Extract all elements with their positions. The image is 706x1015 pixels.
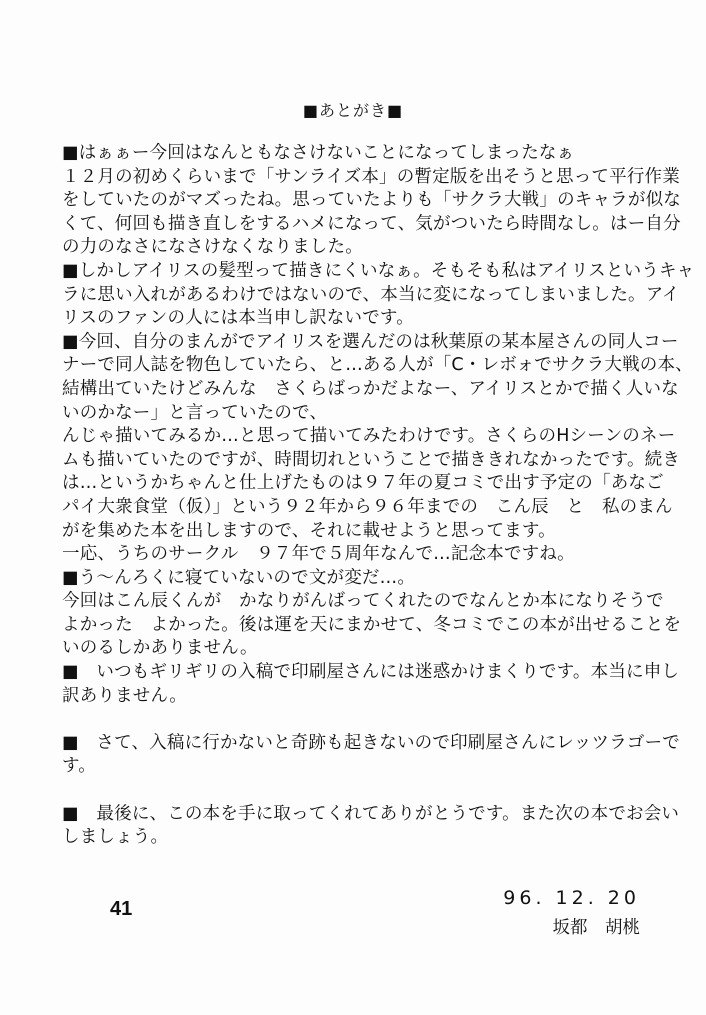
text-line: は…というかちゃんと仕上げたものは９７年の夏コミで出す予定の「あなご [62,473,664,494]
text-line: ラに思い入れがあるわけではないので、本当に変になってしまいました。アイ [62,284,680,305]
text-line: ■はぁぁー今回はなんともなさけないことになってしまったなぁ [62,143,575,163]
text-line: ■ さて、入稿に行かないと奇跡も起きないので印刷屋さんにレッツラゴーで [62,732,681,753]
text-line: １２月の初めくらいまで「サンライズ本」の暫定版を出そうと思って平行作業 [62,166,680,187]
text-line: ナーで同人誌を物色していたら、と…ある人が「C・レボォでサクラ大戦の本、 [62,355,693,376]
text-line: ■う～んろくに寝ていないので文が変だ…。 [62,567,416,588]
blank-line [62,708,662,732]
text-line: いのかなー」と言っていたので、 [62,402,328,423]
text-line: 結構出ていたけどみんな さくらばっかだよなー、アイリスとかで描く人いな [62,378,679,399]
text-line: しましょう。 [62,827,169,848]
text-line: リスのファンの人には本当申し訳ないです。 [62,308,414,329]
text-line: の力のなさになさけなくなりました。 [62,237,363,258]
afterword-body [62,142,695,850]
text-line: いのるしかありません。 [62,638,258,659]
text-line: 一応、うちのサークル ９７年で５周年なんで…記念本ですね。 [62,544,575,565]
text-line: くて、何回も描き直しをするハメになって、気がついたら時間なし。はー自分 [62,213,681,234]
text-line: 今回はこん辰くんが かなりがんばってくれたのでなんとか本になりそうで [62,591,664,612]
text-line: ■しかしアイリスの髪型って描きにくいなぁ。そもそも私はアイリスというキャ [62,260,695,281]
text-line: がを集めた本を出しますので、それに載せようと思ってます。 [62,520,556,541]
text-line: ムも描いていたのですが、時間切れということで描ききれなかったです。続き [62,449,681,470]
text-line: ■ いつもギリギリの入稿で印刷屋さんには迷惑かけまくりです。本当に申し [62,662,680,683]
text-line: んじゃ描いてみるか…と思って描いてみたわけです。さくらのHシーンのネー [62,426,676,447]
text-line: をしていたのがマズったね。思っていたよりも「サクラ大戦」のキャラが似な [62,190,681,211]
afterword-heading: ■あとがき■ [302,101,404,120]
text-line: 訳ありません。 [62,685,187,706]
date: 96. 12. 20 [503,887,640,909]
blank-line [62,779,662,803]
text-line: パイ大衆食堂（仮）」という９２年から９６年までの こん辰 と 私のまん [62,496,673,517]
text-line: ■今回、自分のまんがでアイリスを選んだのは秋葉原の某本屋さんの同人コー [62,331,679,352]
page-number: 41 [110,898,133,920]
text-line: ■ 最後に、この本を手に取ってくれてありがとうです。また次の本でお会い [62,803,680,824]
text-line: よかった よかった。後は運を天にまかせて、冬コミでこの本が出せることを [62,614,682,635]
author-signature: 坂都 胡桃 [552,918,640,938]
text-line: す。 [62,756,96,777]
